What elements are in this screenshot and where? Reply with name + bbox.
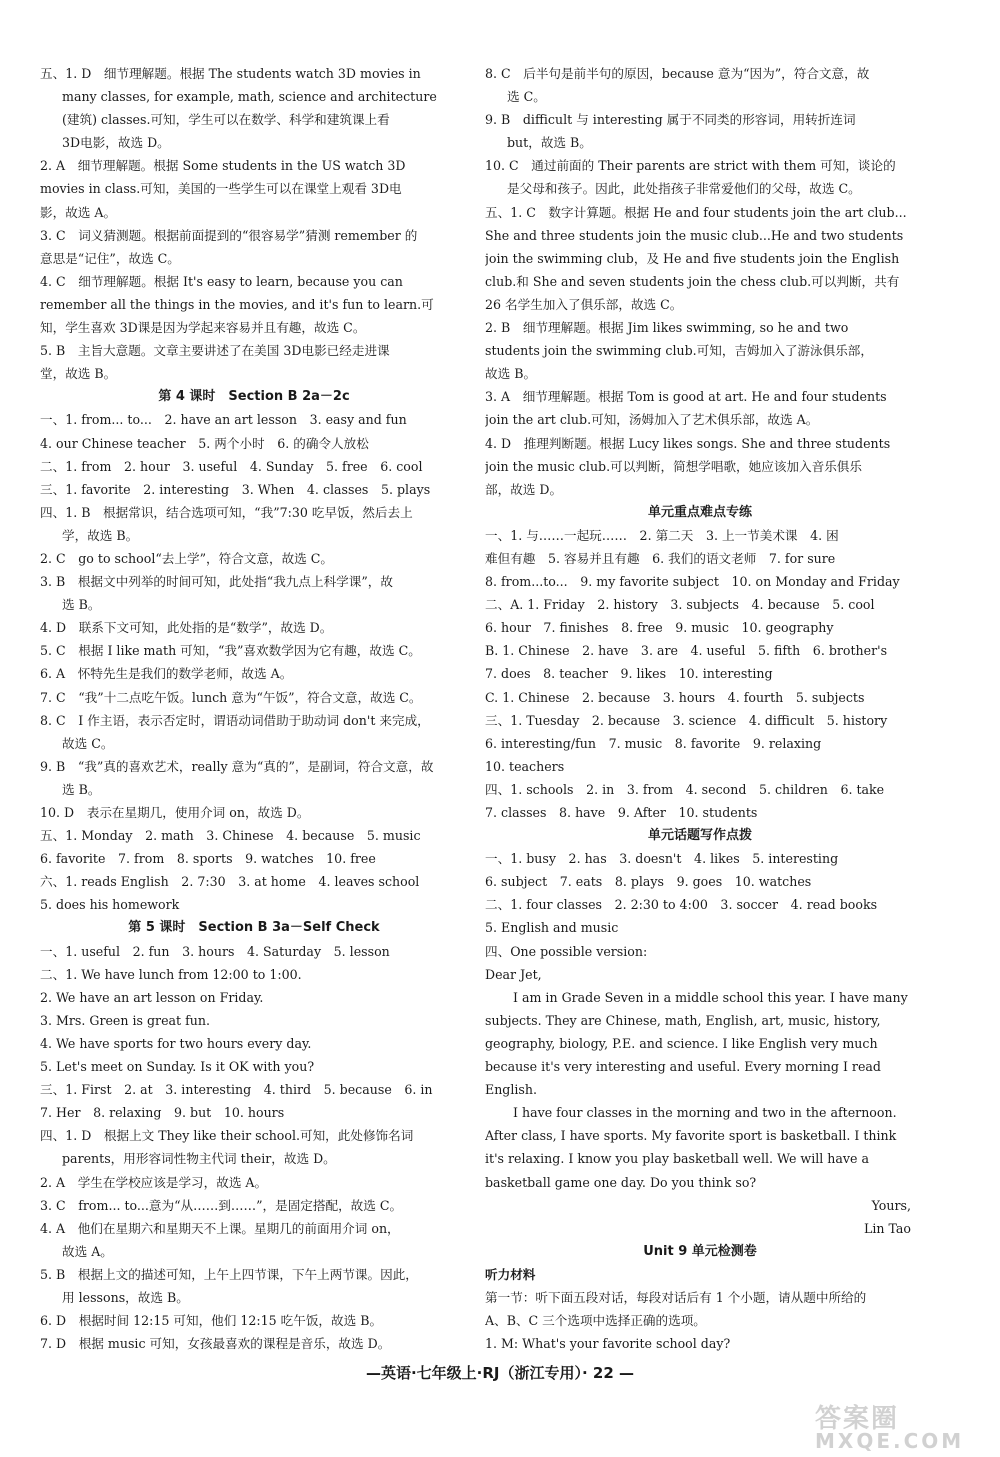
watermark-logo bbox=[815, 1398, 993, 1454]
answer-line: 3. Mrs. Green is great fun. bbox=[40, 1012, 210, 1028]
answer-line: 六、1. reads English 2. 7:30 3. at home 4. leaves school bbox=[40, 874, 420, 890]
answer-line: 二、1. four classes 2. 2:30 to 4:00 3. soccer 4. read books bbox=[485, 897, 878, 913]
answer-line: join the art club.可知，汤姆加入了艺术俱乐部，故选 A。 bbox=[485, 412, 819, 428]
page-footer: —英语·七年级上·RJ（浙江专用）· 22 — bbox=[365, 1364, 635, 1382]
section-heading: Unit 9 单元检测卷 bbox=[643, 1243, 757, 1259]
answer-line: club.和 She and seven students join the chess club.可以判断，共有 bbox=[485, 273, 900, 289]
answer-line: 5. B 根据上文的描述可知，上午上四节课，下午上两节课。因此， bbox=[40, 1266, 418, 1282]
answer-line: 6. A 怀特先生是我们的数学老师，故选 A。 bbox=[40, 666, 293, 682]
letter-signature: Lin Tao bbox=[863, 1220, 911, 1236]
subsection-label: 听力材料 bbox=[485, 1266, 536, 1282]
answer-line: 三、1. favorite 2. interesting 3. When 4. classes 5. plays bbox=[40, 481, 431, 497]
answer-line: 1. M: What's your favorite school day? bbox=[485, 1336, 731, 1352]
answer-line: 故选 C。 bbox=[62, 735, 114, 751]
answer-line: 6. favorite 7. from 8. sports 9. watches 10. free bbox=[40, 851, 376, 867]
watermark-top: 答案圈 bbox=[815, 1404, 900, 1434]
answer-line: 4. A 他们在星期六和星期天不上课。星期几的前面用介词 on， bbox=[40, 1220, 400, 1236]
answer-line: remember all the things in the movies, and it's fun to learn.可 bbox=[40, 296, 434, 312]
answer-line: 第一节：听下面五段对话，每段对话后有 1 个小题，请从题中所给的 bbox=[485, 1289, 867, 1305]
answer-line: She and three students join the music club...He and two students bbox=[485, 227, 904, 243]
answer-line: 三、1. First 2. at 3. interesting 4. third 5. because 6. in bbox=[40, 1082, 433, 1098]
answer-line: 4. D 推理判断题。根据 Lucy likes songs. She and three students bbox=[485, 435, 891, 451]
section-heading: 第 5 课时 Section B 3a－Self Check bbox=[128, 920, 380, 936]
answer-line: 10. teachers bbox=[485, 758, 565, 774]
answer-line: B. 1. Chinese 2. have 3. are 4. useful 5. fifth 6. brother's bbox=[485, 643, 888, 659]
answer-line: Dear Jet, bbox=[485, 966, 542, 982]
answer-line: 四、1. schools 2. in 3. from 4. second 5. children 6. take bbox=[485, 781, 885, 797]
answer-line: 6. subject 7. eats 8. plays 9. goes 10. watches bbox=[485, 874, 812, 890]
answer-line: 意思是“记住”，故选 C。 bbox=[40, 250, 180, 266]
answer-line: 4. our Chinese teacher 5. 两个小时 6. 的确令人放松 bbox=[40, 435, 369, 451]
answer-line: 8. C I 作主语，表示否定时，谓语动词借助于助动词 don't 来完成， bbox=[40, 712, 430, 728]
answer-line: 7. D 根据 music 可知，女孩最喜欢的课程是音乐，故选 D。 bbox=[40, 1336, 391, 1352]
answer-line: 一、1. useful 2. fun 3. hours 4. Saturday 5. lesson bbox=[40, 943, 390, 959]
answer-line: 选 C。 bbox=[507, 89, 546, 105]
answer-line: 三、1. Tuesday 2. because 3. science 4. difficult 5. history bbox=[485, 712, 888, 728]
answer-line: 选 B。 bbox=[62, 781, 101, 797]
answer-line: but，故选 B。 bbox=[507, 135, 592, 151]
answer-line: many classes, for example, math, science and architecture bbox=[62, 89, 437, 105]
answer-line: 2. A 学生在学校应该是学习，故选 A。 bbox=[40, 1174, 268, 1190]
answer-line: 10. C 通过前面的 Their parents are strict with them 可知，谈论的 bbox=[485, 158, 896, 174]
answer-line: 选 B。 bbox=[62, 597, 101, 613]
answer-line: join the music club.可以判断，简想学唱歌，她应该加入音乐俱乐 bbox=[485, 458, 862, 474]
answer-line: 9. B “我”真的喜欢艺术，really 意为“真的”，是副词，符合文意，故 bbox=[40, 758, 434, 774]
answer-line: C. 1. Chinese 2. because 3. hours 4. fourth 5. subjects bbox=[485, 689, 865, 705]
letter-signature: Yours, bbox=[871, 1197, 911, 1213]
answer-line: 10. D 表示在星期几，使用介词 on，故选 D。 bbox=[40, 805, 310, 820]
answer-line: join the swimming club，及 He and five students join the English bbox=[485, 250, 900, 266]
answer-line: 难但有趣 5. 容易并且有趣 6. 我们的语文老师 7. for sure bbox=[485, 550, 836, 566]
answer-line: 故选 B。 bbox=[485, 366, 537, 382]
answer-line: 5. English and music bbox=[485, 920, 619, 936]
answer-line: 一、1. busy 2. has 3. doesn't 4. likes 5. interesting bbox=[485, 851, 839, 867]
answer-line: 3. B 根据文中列举的时间可知，此处指“我九点上科学课”，故 bbox=[40, 574, 393, 590]
answer-line: 二、1. We have lunch from 12:00 to 1:00. bbox=[40, 966, 302, 982]
answer-line: 一、1. 与……一起玩…… 2. 第二天 3. 上一节美术课 4. 困 bbox=[485, 527, 839, 543]
answer-line: 6. interesting/fun 7. music 8. favorite 9. relaxing bbox=[485, 735, 822, 751]
answer-line: 3. C from... to...意为“从……到……”，是固定搭配，故选 C。 bbox=[40, 1197, 403, 1213]
essay-paragraph: I have four classes in the morning and two in the afternoon. After class, I have sports. My favorite sport is basketball. I think it's relaxing. I know you play basketball well. We will have a basketball game one day. Do you think so? bbox=[485, 1105, 897, 1190]
answer-line: 4. We have sports for two hours every day. bbox=[40, 1035, 312, 1051]
answer-line: 5. Let's meet on Sunday. Is it OK with you? bbox=[40, 1059, 315, 1075]
answer-line: 影，故选 A。 bbox=[40, 204, 117, 220]
section-heading: 第 4 课时 Section B 2a－2c bbox=[158, 389, 350, 405]
answer-line: 6. hour 7. finishes 8. free 9. music 10. geography bbox=[485, 620, 834, 636]
answer-line: 3. A 细节理解题。根据 Tom is good at art. He and four students bbox=[485, 389, 887, 405]
answer-line: 8. C 后半句是前半句的原因，because 意为“因为”，符合文意，故 bbox=[485, 66, 870, 81]
answer-line: A、B、C 三个选项中选择正确的选项。 bbox=[485, 1313, 706, 1329]
answer-line: 8. from...to... 9. my favorite subject 10. on Monday and Friday bbox=[485, 574, 900, 590]
answer-line: 一、1. from... to... 2. have an art lesson 3. easy and fun bbox=[40, 412, 407, 428]
answer-line: 3D电影，故选 D。 bbox=[62, 135, 170, 151]
answer-line: parents，用形容词性物主代词 their，故选 D。 bbox=[62, 1151, 336, 1167]
answer-line: 7. does 8. teacher 9. likes 10. interesting bbox=[485, 666, 773, 682]
answer-line: 5. does his homework bbox=[40, 897, 180, 913]
answer-line: 2. A 细节理解题。根据 Some students in the US watch 3D bbox=[40, 158, 406, 174]
answer-line: 故选 A。 bbox=[62, 1243, 113, 1259]
answer-line: 2. C go to school“去上学”，符合文意，故选 C。 bbox=[40, 550, 334, 566]
answer-line: movies in class.可知，美国的一些学生可以在课堂上观看 3D电 bbox=[40, 181, 402, 197]
answer-line: 4. D 联系下文可知，此处指的是“数学”，故选 D。 bbox=[40, 620, 333, 636]
answer-line: 2. B 细节理解题。根据 Jim likes swimming, so he and two bbox=[485, 320, 849, 336]
answer-line: (建筑) classes.可知，学生可以在数学、科学和建筑课上看 bbox=[62, 112, 390, 128]
answer-line: 五、1. Monday 2. math 3. Chinese 4. because 5. music bbox=[40, 828, 421, 844]
answer-line: 9. B difficult 与 interesting 属于不同类的形容词，用转折连词 bbox=[485, 112, 856, 128]
answer-line: 7. classes 8. have 9. After 10. students bbox=[485, 805, 758, 820]
answer-line: 五、1. C 数字计算题。根据 He and four students join the art club... bbox=[485, 204, 907, 220]
answer-line: 堂，故选 B。 bbox=[40, 366, 117, 382]
answer-line: 5. B 主旨大意题。文章主要讲述了在美国 3D电影已经走进课 bbox=[40, 343, 390, 359]
essay-paragraph: I am in Grade Seven in a middle school this year. I have many subjects. They are Chinese, math, English, art, music, history, geography, biology, P.E. and science. I like English very much because it's very interesting and useful. Every morning I read English. bbox=[485, 989, 908, 1098]
answer-line: 3. C 词义猜测题。根据前面提到的“很容易学”猜测 remember 的 bbox=[40, 227, 418, 243]
answer-line: 7. C “我”十二点吃午饭。lunch 意为“午饭”，符合文意，故选 C。 bbox=[40, 689, 422, 705]
answer-line: 四、1. B 根据常识，结合选项可知，“我”7:30 吃早饭，然后去上 bbox=[40, 504, 413, 520]
watermark-bottom: MXQE.COM bbox=[815, 1429, 965, 1453]
answer-line: 五、1. D 细节理解题。根据 The students watch 3D movies in bbox=[40, 66, 421, 81]
answer-line: students join the swimming club.可知，吉姆加入了游泳俱乐部， bbox=[485, 343, 873, 359]
answer-line: 四、One possible version: bbox=[485, 943, 648, 959]
answer-line: 四、1. D 根据上文 They like their school.可知，此处修饰名词 bbox=[40, 1128, 414, 1144]
answer-line: 二、1. from 2. hour 3. useful 4. Sunday 5. free 6. cool bbox=[40, 458, 423, 474]
answer-line: 二、A. 1. Friday 2. history 3. subjects 4. because 5. cool bbox=[485, 597, 875, 613]
answer-line: 部，故选 D。 bbox=[485, 481, 563, 497]
answer-line: 7. Her 8. relaxing 9. but 10. hours bbox=[40, 1105, 285, 1121]
answer-line: 知，学生喜欢 3D课是因为学起来容易并且有趣，故选 C。 bbox=[40, 320, 366, 336]
answer-line: 2. We have an art lesson on Friday. bbox=[40, 989, 264, 1005]
left-column bbox=[40, 62, 468, 1355]
answer-line: 4. C 细节理解题。根据 It's easy to learn, because you can bbox=[40, 273, 403, 289]
answer-line: 用 lessons，故选 B。 bbox=[62, 1289, 189, 1305]
answer-line: 学，故选 B。 bbox=[62, 527, 139, 543]
section-heading: 单元话题写作点拨 bbox=[647, 828, 752, 844]
right-column bbox=[485, 62, 915, 1355]
answer-line: 5. C 根据 I like math 可知，“我”喜欢数学因为它有趣，故选 C。 bbox=[40, 643, 421, 659]
section-heading: 单元重点难点专练 bbox=[647, 504, 752, 520]
answer-line: 26 名学生加入了俱乐部，故选 C。 bbox=[485, 296, 683, 312]
answer-line: 是父母和孩子。因此，此处指孩子非常爱他们的父母，故选 C。 bbox=[507, 181, 861, 197]
answer-line: 6. D 根据时间 12:15 可知，他们 12:15 吃午饭，故选 B。 bbox=[40, 1313, 383, 1329]
